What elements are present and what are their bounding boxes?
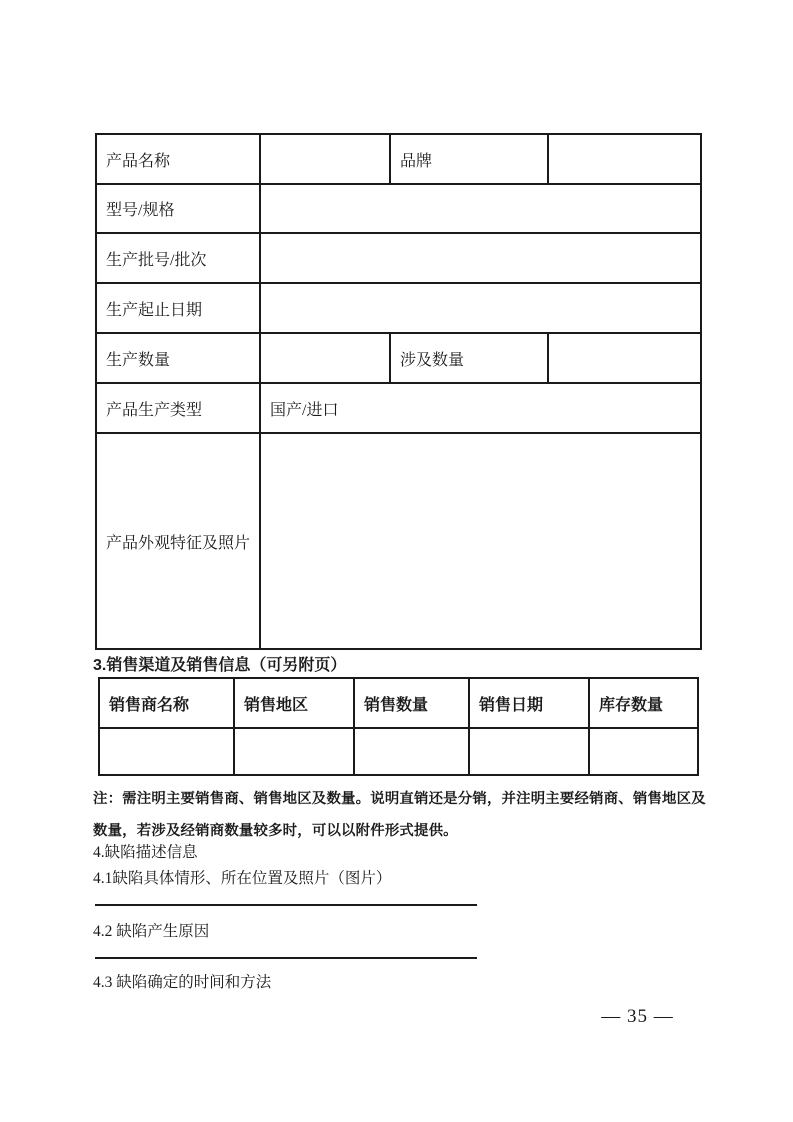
brand-value-cell [548, 134, 701, 184]
stock-qty-cell [589, 728, 698, 775]
model-spec-value-cell [260, 184, 701, 233]
sales-note: 注：需注明主要销售商、销售地区及数量。说明直销还是分销，并注明主要经销商、销售地区及数量，若涉及经销商数量较多时，可以以附件形式提供。 [93, 791, 706, 839]
production-qty-value-cell [260, 333, 390, 383]
production-qty-label: 生产数量 [96, 333, 260, 383]
sales-qty-cell [354, 728, 469, 775]
sales-info-table [98, 677, 699, 776]
production-dates-value-cell [260, 283, 701, 333]
seller-name-cell [99, 728, 234, 775]
model-spec-row [96, 184, 701, 233]
page-number: — 35 — [601, 1006, 674, 1027]
sales-region-header: 销售地区 [234, 678, 354, 728]
defect-item-4-2: 4.2 缺陷产生原因 [93, 923, 210, 940]
sales-date-cell [469, 728, 589, 775]
production-dates-label: 生产起止日期 [96, 283, 260, 333]
production-qty-row [96, 333, 701, 383]
product-name-label: 产品名称 [96, 134, 260, 184]
sales-section-heading: 3.销售渠道及销售信息（可另附页） [93, 657, 347, 674]
sales-data-row [99, 728, 698, 775]
sales-qty-header: 销售数量 [354, 678, 469, 728]
sales-header-row [99, 678, 698, 728]
involved-qty-label: 涉及数量 [390, 333, 548, 383]
appearance-row [96, 433, 701, 649]
production-dates-row [96, 283, 701, 333]
batch-row [96, 233, 701, 283]
product-name-row [96, 134, 701, 184]
appearance-label: 产品外观特征及照片 [96, 433, 260, 649]
sales-region-cell [234, 728, 354, 775]
sales-date-header: 销售日期 [469, 678, 589, 728]
defect-item-4-3: 4.3 缺陷确定的时间和方法 [93, 974, 272, 991]
batch-value-cell [260, 233, 701, 283]
appearance-value-cell [260, 433, 701, 649]
production-type-value: 国产/进口 [260, 383, 701, 433]
product-info-table [95, 133, 702, 650]
batch-label: 生产批号/批次 [96, 233, 260, 283]
production-type-label: 产品生产类型 [96, 383, 260, 433]
model-spec-label: 型号/规格 [96, 184, 260, 233]
product-name-value-cell [260, 134, 390, 184]
defect-item-4-1: 4.1缺陷具体情形、所在位置及照片（图片） [93, 870, 392, 887]
production-type-row [96, 383, 701, 433]
involved-qty-value-cell [548, 333, 701, 383]
answer-line-4-2 [95, 957, 477, 959]
defect-section-heading: 4.缺陷描述信息 [93, 844, 198, 861]
answer-line-4-1 [95, 904, 477, 906]
brand-label: 品牌 [390, 134, 548, 184]
seller-name-header: 销售商名称 [99, 678, 234, 728]
stock-qty-header: 库存数量 [589, 678, 698, 728]
